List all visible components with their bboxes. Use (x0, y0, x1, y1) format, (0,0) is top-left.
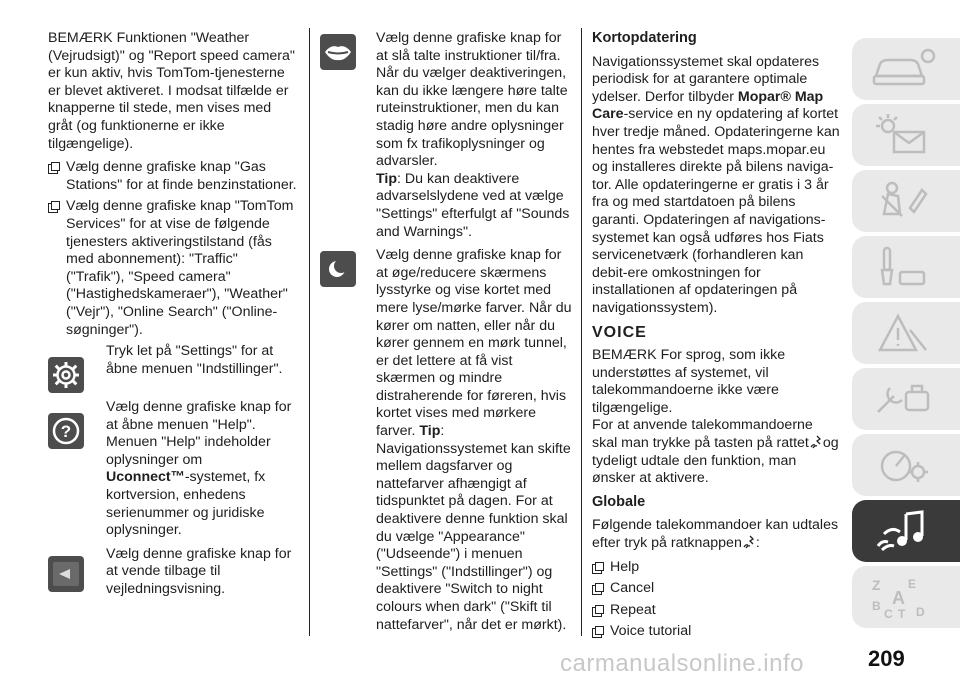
help-question-icon[interactable] (48, 413, 84, 449)
chapter-tabs (852, 38, 960, 632)
svg-text:D: D (916, 605, 925, 619)
tab-technical-specs[interactable] (852, 434, 960, 496)
svg-text:Z: Z (872, 577, 881, 593)
help-row (48, 399, 298, 540)
tab-emergency[interactable] (852, 302, 960, 364)
command-label: Repeat (610, 601, 656, 618)
help-text-b: -systemet, fx kortversion, enhedens serienummer og juridiske oplysninger. (106, 469, 266, 539)
steering-voice-button-icon (742, 535, 756, 549)
voice-text-b: : Du kan deaktivere advarselslydene ved at vælge "Settings" efterfulgt af "Sounds and Warnings". (376, 170, 570, 240)
moon-icon[interactable] (320, 251, 356, 287)
night-text-b: : Navigationssystemet kan skifte mellem dagsfarver og nattefarver afhængigt af tidspunktet på dagen. For at deaktivere denne funktion skal du vælge "Appearance" ("Udseende") i menuen "Settings" ("Indstillinger") og deaktivere "Switch to night colours when dark" ("Skift til nattefarver", når det er mørkt). (376, 423, 571, 633)
svg-text:B: B (872, 599, 881, 613)
bullet-icon (48, 201, 60, 212)
settings-row (48, 343, 298, 393)
column-left (48, 30, 298, 605)
bullet-text: Vælg denne grafiske knap "Gas Stations" for at finde benzinstationer. (66, 159, 297, 193)
column-divider-2 (581, 28, 582, 636)
back-arrow-icon[interactable] (48, 556, 84, 592)
command-item (592, 580, 840, 598)
tab-dashboard[interactable] (852, 38, 960, 100)
key-start-icon (870, 244, 940, 290)
svg-text:?: ? (60, 422, 72, 442)
help-text (84, 399, 298, 540)
globale-colon: : (755, 535, 760, 552)
help-text-a: Vælg denne grafiske knap for at åbne menuen "Help". Menuen "Help" indeholder oplysninger om (106, 399, 292, 468)
bullet-tomtom-services (48, 198, 298, 339)
steering-voice-button-icon (809, 435, 823, 449)
back-text: Vælg denne grafiske knap for at vende tilbage til vejledningsvisning. (106, 545, 292, 598)
update-brand: Mopar® Map Care (592, 88, 824, 123)
voice-toggle-text (356, 30, 572, 241)
tab-maintenance[interactable] (852, 368, 960, 430)
settings-text: Tryk let på "Settings" for at åbne menuen "Indstillinger". (106, 343, 283, 377)
car-dashboard-icon (870, 46, 940, 92)
voice-text-a: Vælg denne grafiske knap for at slå talte instruktioner til/fra. Når du vælger deaktiveringen, kan du ikke længere høre talte ruteinstruktioner, men du kan stadig høre andre oplysninger som fx trafikoplysninger og advarsler. (376, 30, 568, 170)
command-label: Cancel (610, 580, 655, 597)
settings-gear-icon[interactable] (48, 357, 84, 393)
command-item (592, 623, 840, 641)
bullet-icon (592, 562, 604, 573)
specs-gauge-icon (870, 442, 940, 488)
tab-multimedia[interactable] (852, 500, 960, 562)
help-brand: Uconnect™ (106, 469, 185, 486)
voice-usage (592, 417, 840, 487)
svg-text:T: T (898, 607, 906, 620)
watermark: carmanualsonline.info (560, 650, 804, 677)
globale-heading: Globale (592, 493, 646, 510)
update-text-b: -service en ny opdatering af kortet hver tredje måned. Opdateringerne kan hentes fra webstedet maps.mopar.eu og installeres direkte på bilens naviga-tor. Alle opdateringerne er gratis i 3 år fra og med startdatoen på bilens garanti. Opdateringen af navigations-systemet kan også udføres hos Fiats servicenetværk (forhandleren kan debit-ere omkostningen for installationen af opdateringen på navigationssystem). (592, 106, 840, 316)
maintenance-wrench-icon (870, 376, 940, 422)
bullet-text: Vælg denne grafiske knap "TomTom Services" for at vise de følgende tjenesters aktiveringstilstand (fås med abonnement): "Traffic" ("Trafik"), "Speed camera" ("Hastighedskameraer"), "Weather" ("Vejr"), "Online Search" ("Online-søgninger"). (66, 198, 294, 338)
update-text-a: Navigationssystemet skal opdateres periodisk for at garantere optimale ydelser. Derfor tilbyder (592, 53, 820, 105)
voice-use-a: For at anvende talekommandoerne skal man trykke på tasten på rattet (592, 417, 813, 452)
page-number: 209 (868, 646, 905, 671)
svg-text:C: C (884, 607, 893, 620)
night-tip-label: Tip (419, 423, 441, 440)
index-letters-icon (870, 574, 940, 620)
intro-note: BEMÆRK Funktionen "Weather (Vejrudsigt)" og "Report speed camera" er kun aktiv, hvis TomTom-tjenesterne er blevet aktiveret. I modsat tilfælde er knapperne til stede, men vises med gråt (og funktionerne er ikke tilgængelige). (48, 30, 295, 152)
column-right (592, 30, 840, 645)
voice-toggle-row (320, 30, 572, 241)
column-divider-1 (309, 28, 310, 636)
command-item (592, 559, 840, 577)
svg-text:A: A (892, 588, 905, 608)
seatbelt-airbag-icon (870, 178, 940, 224)
bullet-icon (592, 583, 604, 594)
command-label: Help (610, 558, 640, 575)
svg-text:E: E (908, 577, 917, 591)
night-mode-text (356, 247, 572, 634)
bullet-icon (592, 626, 604, 637)
command-item (592, 602, 840, 620)
globale-text-main: Følgende talekommandoer kan udtales efter tryk på ratknappen (592, 517, 839, 552)
warning-lights-icon (870, 112, 940, 158)
tab-starting[interactable] (852, 236, 960, 298)
voice-note: BEMÆRK For sprog, som ikke understøttes af systemet, vil talekommandoerne ikke være tilgængelige. (592, 347, 786, 416)
column-middle (320, 30, 572, 640)
globale-text (592, 517, 840, 552)
bullet-icon (48, 162, 60, 173)
tip-label: Tip (376, 170, 398, 187)
map-update-text (592, 54, 840, 318)
voice-heading: VOICE (592, 323, 647, 341)
tab-safety[interactable] (852, 170, 960, 232)
voice-use-b: og tydeligt udtale den funktion, man ønsker at aktivere. (592, 435, 839, 487)
voice-lips-icon[interactable] (320, 34, 356, 70)
bullet-icon (592, 605, 604, 616)
night-text-a: Vælg denne grafiske knap for at øge/reducere skærmens lysstyrke og vise kortet med mere lyse/mørke farver. Når du kører om natten, eller når du kører gennem en mørk tunnel, er det lettere at få vist skærmen og mindre distraherende for føreren, hvis kortet vises med mørkere farver. (376, 247, 572, 440)
tab-warning-lights[interactable] (852, 104, 960, 166)
multimedia-icon (870, 508, 940, 554)
roadside-warning-icon (870, 310, 940, 356)
tab-index[interactable] (852, 566, 960, 628)
map-update-heading: Kortopdatering (592, 30, 697, 46)
night-mode-row (320, 247, 572, 634)
bullet-gas-stations (48, 159, 298, 194)
back-row (48, 546, 298, 599)
command-label: Voice tutorial (610, 623, 692, 640)
